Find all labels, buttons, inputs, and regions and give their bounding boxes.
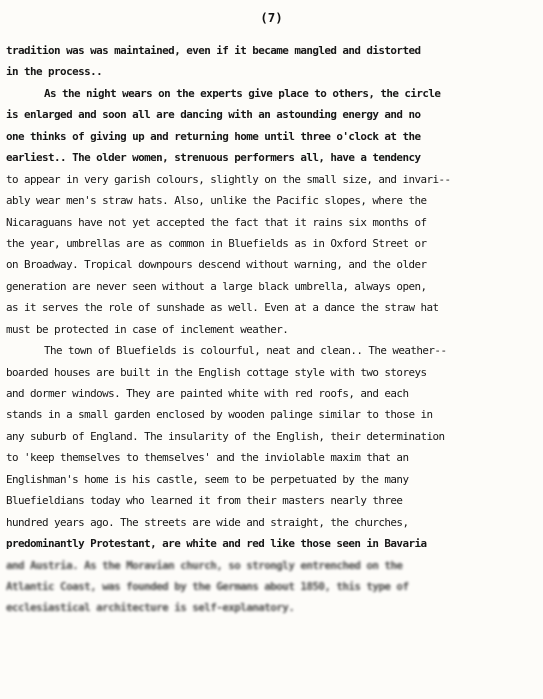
text-line: the year, umbrellas are as common in Bluefields as in Oxford Street or [6, 236, 427, 250]
page-number: (7) [260, 10, 283, 25]
text-line: to 'keep themselves to themselves' and the inviolable maxim that an [6, 451, 409, 465]
text-line: one thinks of giving up and returning home until three o'clock at the [6, 129, 421, 143]
text-line: Nicaraguans have not yet accepted the fact that it rains six months of [6, 215, 427, 229]
text-line: on Broadway. Tropical downpours descend without warning, and the older [6, 258, 427, 272]
blurred-text-line: and Austria. As the Moravian church, so strongly entrenched on the [6, 558, 403, 572]
text-line: ably wear men's straw hats. Also, unlike the Pacific slopes, where the [6, 194, 427, 208]
blurred-text-line: ecclesiastical architecture is self-explanatory. [6, 601, 295, 615]
text-line: as it serves the role of sunshade as well. Even at a dance the straw hat [6, 301, 439, 315]
text-line: stands in a small garden enclosed by wooden palinge similar to those in [6, 408, 433, 422]
text-line: hundred years ago. The streets are wide and straight, the churches, [6, 515, 409, 529]
text-line: is enlarged and soon all are dancing with an astounding energy and no [6, 108, 421, 122]
text-line: Englishman's home is his castle, seem to be perpetuated by the many [6, 472, 409, 486]
text-line: boarded houses are built in the English cottage style with two storeys [6, 365, 427, 379]
text-line: tradition was was maintained, even if it became mangled and distorted [6, 44, 421, 57]
text-line: in the process.. [6, 65, 103, 79]
text-line: must be protected in case of inclement weather. [6, 322, 289, 336]
text-line: generation are never seen without a large black umbrella, always open, [6, 279, 427, 293]
body-text [6, 40, 538, 619]
text-line: Bluefieldians today who learned it from their masters nearly three [6, 494, 403, 508]
text-line: to appear in very garish colours, slightly on the small size, and invari-- [6, 172, 451, 186]
text-line: The town of Bluefields is colourful, neat and clean.. The weather-- [44, 344, 447, 358]
blurred-text-line: Atlantic Coast, was founded by the Germans about 1850, this type of [6, 579, 409, 593]
text-line: and dormer windows. They are painted white with red roofs, and each [6, 387, 409, 400]
text-line: predominantly Protestant, are white and red like those seen in Bavaria [6, 537, 427, 551]
text-line: As the night wears on the experts give place to others, the circle [44, 86, 441, 100]
text-line: any suburb of England. The insularity of the English, their determination [6, 429, 445, 443]
text-line: earliest.. The older women, strenuous performers all, have a tendency [6, 151, 421, 165]
